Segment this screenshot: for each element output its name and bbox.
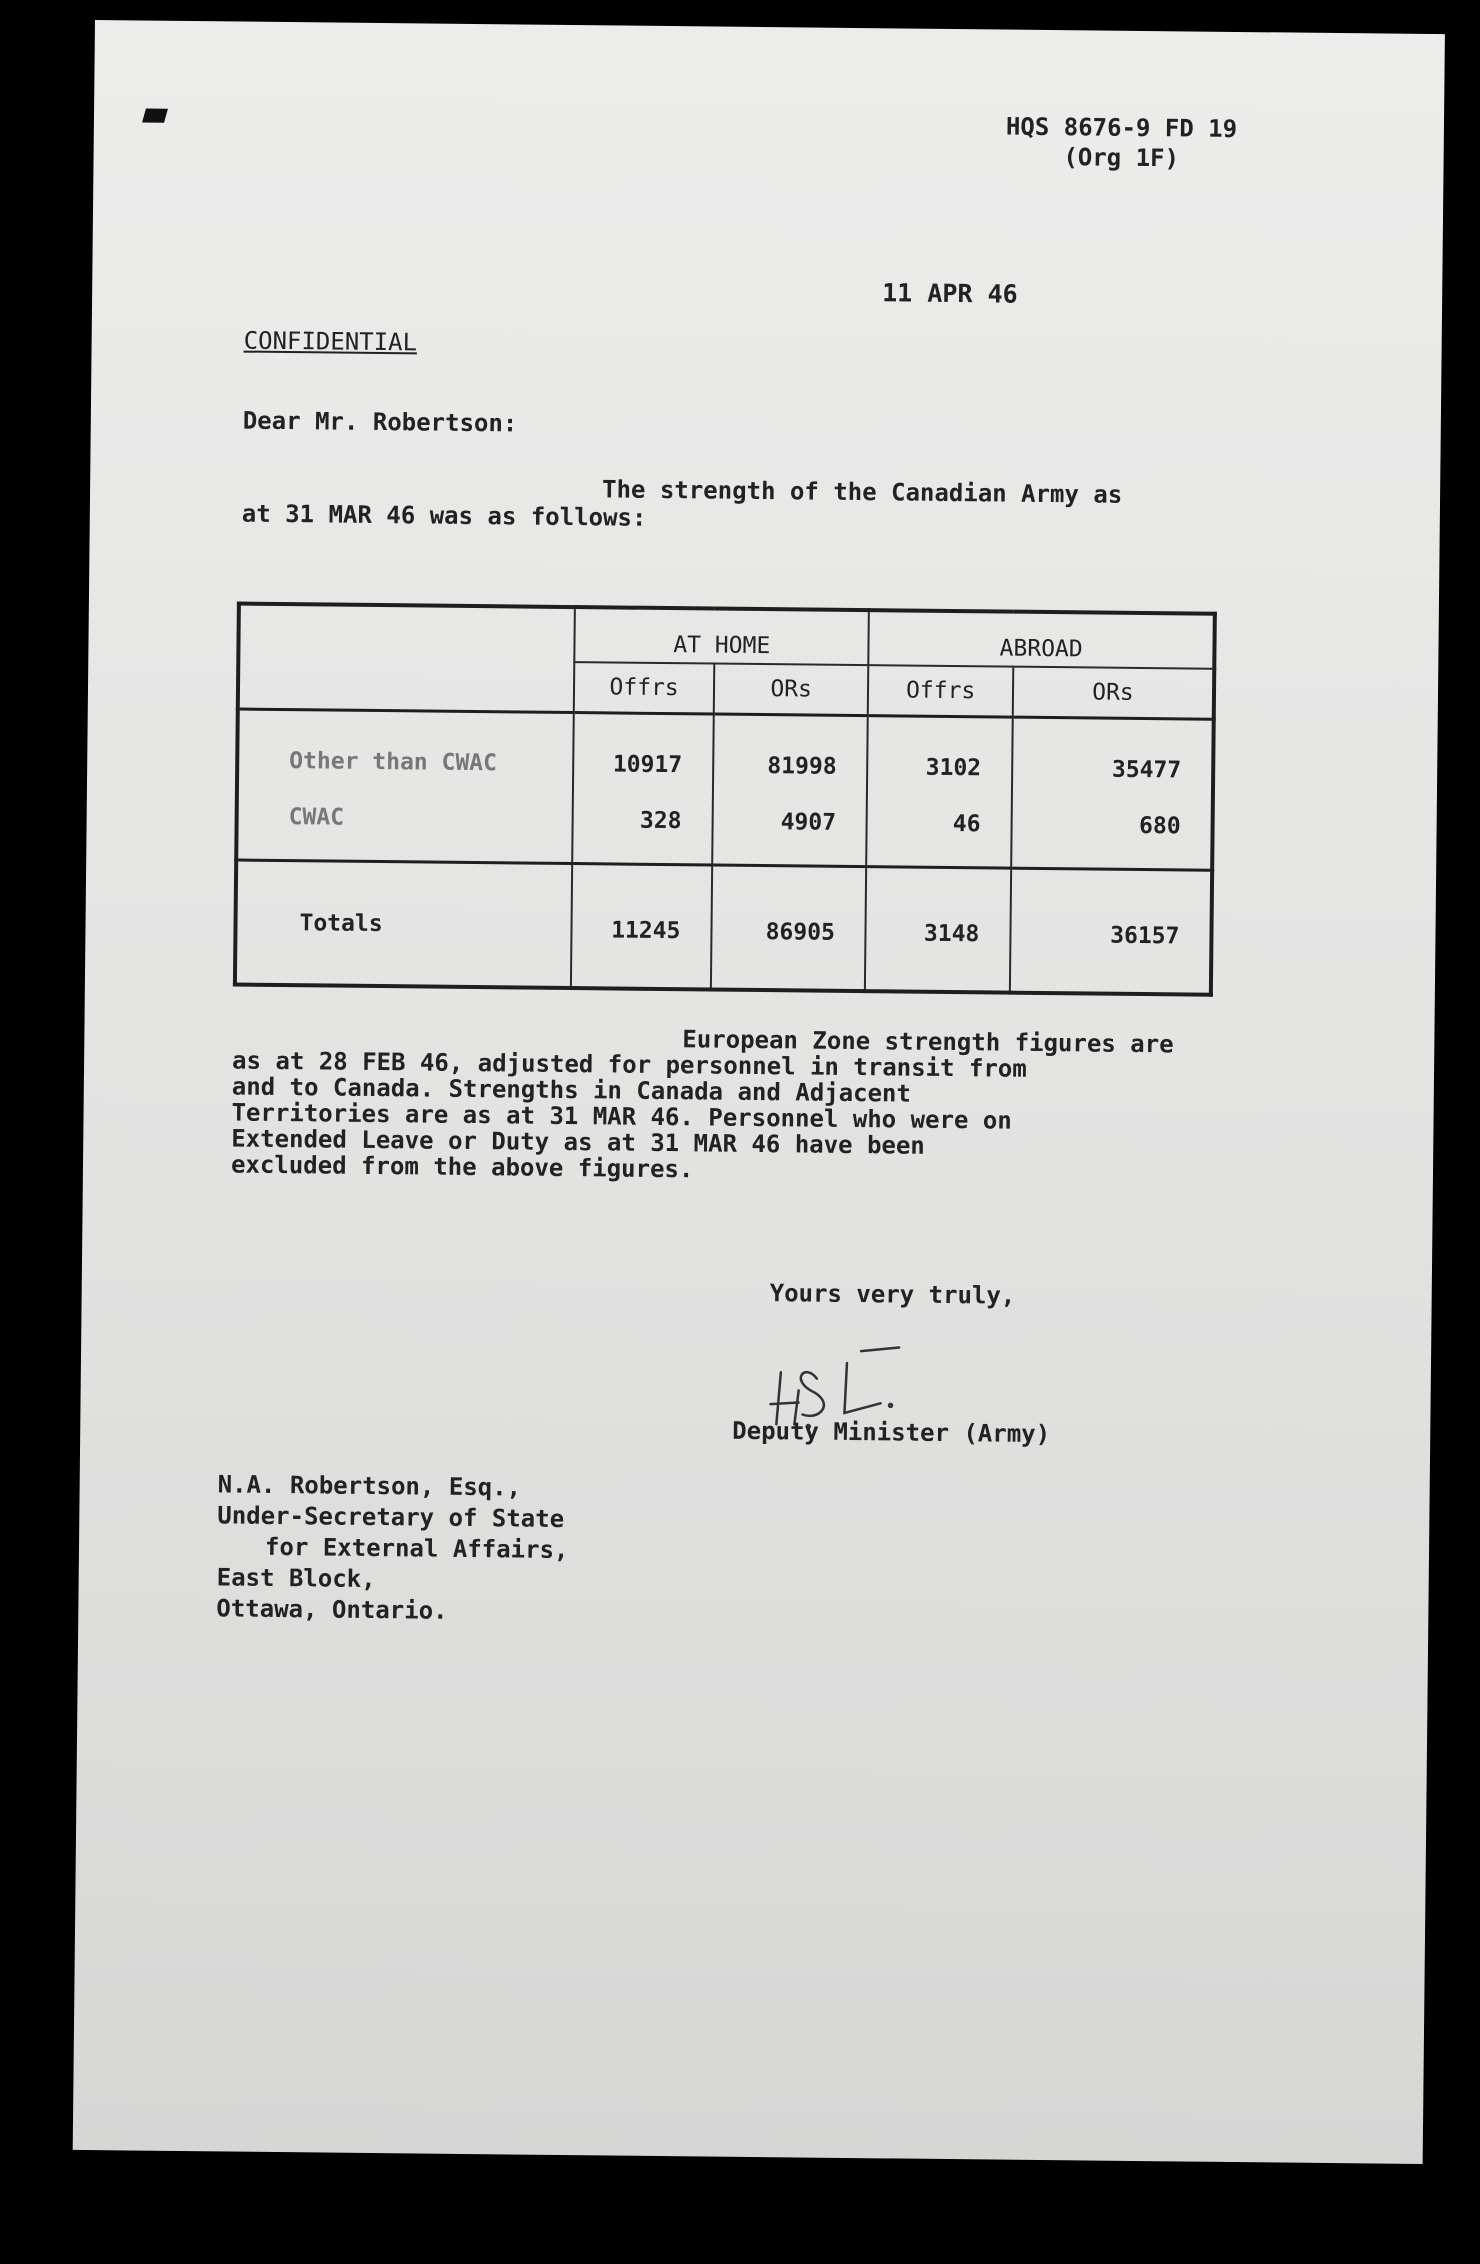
notes-line-4: Territories are as at 31 MAR 46. Personnel who were on bbox=[231, 1098, 1012, 1135]
punch-mark bbox=[142, 109, 168, 123]
row-label-cwac: CWAC bbox=[288, 804, 345, 831]
address-line-2: Under-Secretary of State bbox=[217, 1501, 565, 1533]
address-line-4: East Block, bbox=[216, 1563, 376, 1594]
file-reference bbox=[1005, 112, 1237, 174]
abroad-offrs-cell bbox=[867, 716, 1013, 869]
total-home-offrs: 11245 bbox=[571, 864, 712, 990]
row-labels bbox=[236, 709, 574, 864]
value-other-abroad-offrs: 3102 bbox=[925, 754, 982, 782]
total-home-ors: 86905 bbox=[711, 865, 867, 991]
col-header-home-ors: ORs bbox=[714, 664, 869, 716]
total-abroad-offrs: 3148 bbox=[865, 867, 1011, 993]
value-other-home-ors: 81998 bbox=[767, 753, 837, 780]
notes-line-6: excluded from the above figures. bbox=[230, 1150, 694, 1184]
value-other-home-offrs: 10917 bbox=[612, 751, 683, 779]
col-header-abroad-offrs: Offrs bbox=[868, 665, 1013, 717]
notes-line-5: Extended Leave or Duty as at 31 MAR 46 have been bbox=[231, 1124, 925, 1160]
address-line-3: for External Affairs, bbox=[264, 1532, 569, 1565]
file-reference-line2: (Org 1F) bbox=[1063, 143, 1180, 173]
recipient-address bbox=[216, 1469, 569, 1628]
intro-line-2: at 31 MAR 46 was as follows: bbox=[241, 499, 647, 532]
intro-paragraph bbox=[242, 472, 1293, 539]
group-header-home: AT HOME bbox=[575, 607, 870, 665]
home-ors-cell bbox=[712, 714, 868, 867]
row-label-other: Other than CWAC bbox=[289, 748, 498, 777]
address-line-5: Ottawa, Ontario. bbox=[216, 1594, 448, 1625]
intro-line-1: The strength of the Canadian Army as bbox=[601, 475, 1123, 509]
col-header-home-offrs: Offrs bbox=[574, 662, 714, 714]
group-header-abroad: ABROAD bbox=[869, 610, 1215, 669]
value-cwac-home-ors: 4907 bbox=[780, 809, 837, 836]
notes-line-1: European Zone strength figures are bbox=[682, 1025, 1174, 1059]
notes-line-2: as at 28 FEB 46, adjusted for personnel in transit from bbox=[231, 1046, 1027, 1083]
letter-sheet bbox=[73, 20, 1445, 2164]
salutation: Dear Mr. Robertson: bbox=[242, 406, 518, 438]
notes-line-3: and to Canada. Strengths in Canada and Adjacent bbox=[231, 1072, 912, 1108]
address-line-1: N.A. Robertson, Esq., bbox=[217, 1470, 522, 1502]
table-row bbox=[236, 709, 1214, 870]
strength-table bbox=[233, 602, 1217, 997]
home-offrs-cell bbox=[572, 713, 713, 865]
value-cwac-abroad-offrs: 46 bbox=[952, 811, 981, 838]
total-abroad-ors: 36157 bbox=[1010, 868, 1212, 995]
totals-label: Totals bbox=[235, 860, 573, 988]
totals-row bbox=[235, 860, 1212, 995]
letter-date: 11 APR 46 bbox=[882, 278, 1018, 309]
value-cwac-abroad-ors: 680 bbox=[1138, 812, 1181, 840]
classification-label: CONFIDENTIAL bbox=[243, 326, 418, 357]
col-header-abroad-ors: ORs bbox=[1013, 667, 1215, 720]
value-other-abroad-ors: 35477 bbox=[1111, 756, 1182, 784]
file-reference-line1: HQS 8676-9 FD 19 bbox=[1005, 112, 1238, 143]
signatory-title: Deputy Minister (Army) bbox=[732, 1416, 1051, 1449]
abroad-ors-cell bbox=[1011, 717, 1214, 870]
corner-cell bbox=[238, 604, 575, 713]
notes-paragraph bbox=[231, 1021, 1293, 1188]
value-cwac-home-offrs: 328 bbox=[639, 807, 682, 835]
closing: Yours very truly, bbox=[769, 1279, 1016, 1310]
